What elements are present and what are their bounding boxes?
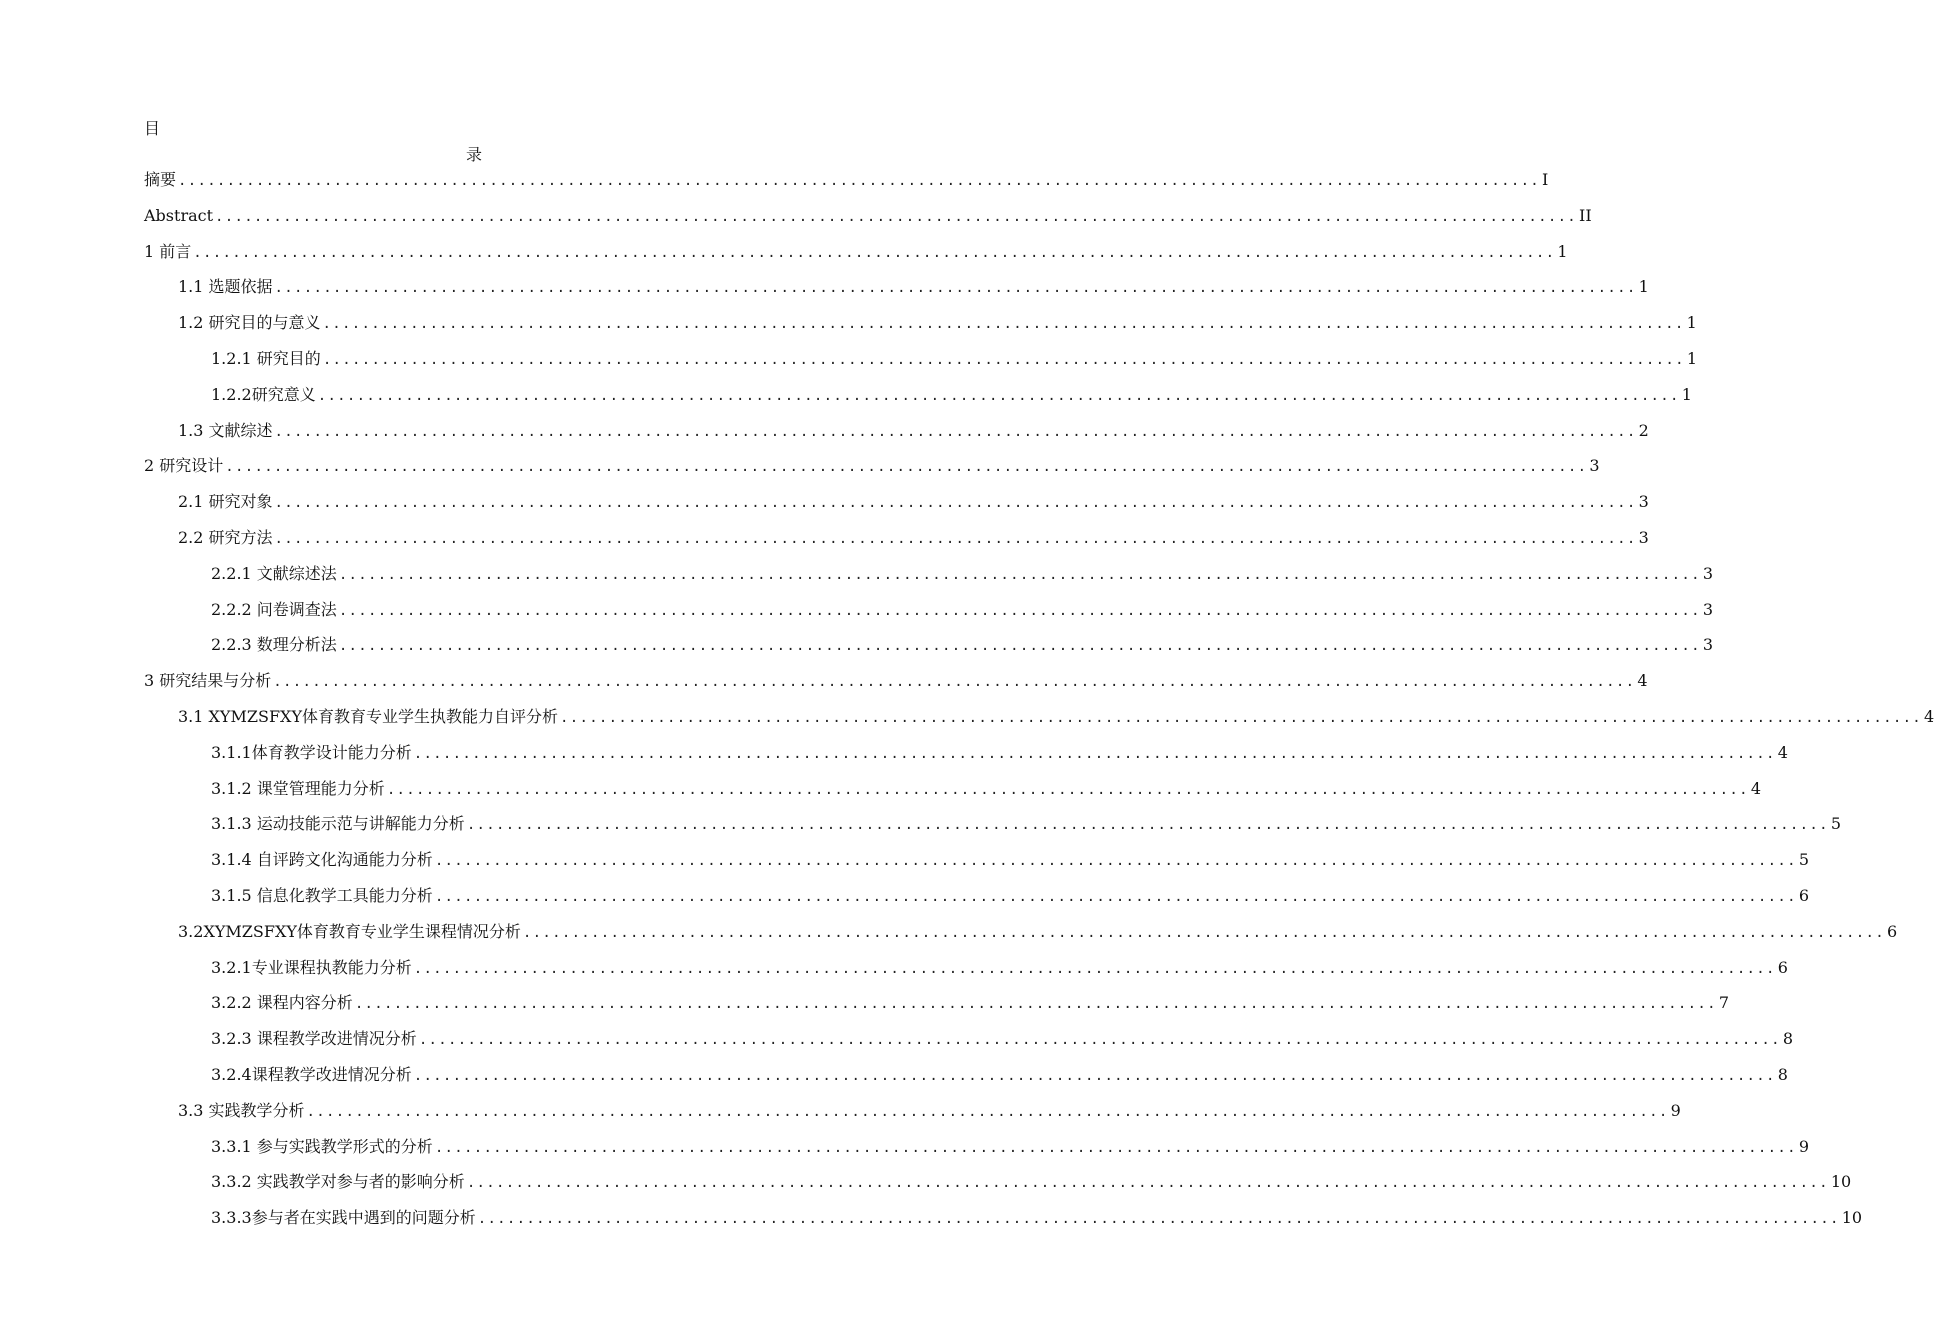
toc-page-number: II [1579,205,1592,225]
toc-entry-title: 3 研究结果与分析 [144,671,272,691]
toc-dot-leader: ............................................................................................................................................ [178,173,1541,189]
toc-dot-leader: ............................................................................................................................................ [274,495,1637,512]
toc-title-second-char: 录 [466,145,483,164]
toc-page-number: 9 [1670,1100,1681,1120]
toc-entry[interactable] [144,1205,1863,1241]
toc-page-number: 6 [1798,885,1810,905]
toc-dot-leader: ............................................................................................................................................ [338,638,1701,655]
toc-page-number: I [1542,170,1549,189]
toc-entry[interactable] [144,847,1810,883]
toc-page-number: 3 [1589,456,1600,476]
toc-entry[interactable] [144,955,1788,991]
toc-entry[interactable] [144,418,1649,454]
toc-page-number: 4 [1637,671,1648,691]
toc-dot-leader: ............................................................................................................................................ [434,888,1797,905]
toc-entry[interactable] [144,1026,1794,1062]
toc-page-number: 10 [1830,1172,1852,1192]
toc-entry-title: 3.3.3参与者在实践中遇到的问题分析 [211,1208,476,1228]
toc-page-number: 4 [1777,742,1788,762]
toc-entry-title: 3.3 实践教学分析 [178,1100,305,1120]
toc-page-number: 6 [1777,957,1788,977]
toc-page-number: 2 [1638,420,1649,440]
toc-page-number: 3 [1702,599,1714,619]
toc-entry[interactable] [144,489,1649,525]
toc-entry-title: 1.1 选题依据 [178,277,273,297]
toc-dot-leader: ............................................................................................................................................ [522,924,1885,941]
toc-entry[interactable] [144,453,1600,489]
toc-entry-title: 3.2.4课程教学改进情况分析 [211,1064,412,1084]
toc-page-number: 1 [1686,348,1698,368]
toc-page-number: 4 [1924,706,1934,726]
toc-page-number: 9 [1798,1136,1810,1156]
toc-entry-title: 2.2.3 数理分析法 [211,635,337,655]
toc-entry-title: 2.2 研究方法 [178,527,273,547]
toc-entry-title: 1.2 研究目的与意义 [178,313,321,333]
toc-dot-leader: ............................................................................................................................................ [386,781,1749,798]
toc-dot-leader: ............................................................................................................................................ [338,566,1701,583]
toc-entry-title: 1 前言 [144,241,192,261]
toc-dot-leader: ............................................................................................................................................ [477,1211,1840,1228]
toc-entry[interactable] [144,561,1714,597]
toc-entry-title: 2 研究设计 [144,456,224,476]
toc-entry-title: 3.1.3 运动技能示范与讲解能力分析 [211,814,465,834]
toc-page-number: 5 [1798,850,1810,870]
toc-entry-title: 3.2.2 课程内容分析 [211,993,353,1013]
toc-entry-title: 2.1 研究对象 [178,492,273,512]
toc-page-number: 8 [1782,1029,1794,1049]
toc-dot-leader: ............................................................................................................................................ [215,208,1578,225]
toc-dot-leader: ............................................................................................................................................ [466,1175,1829,1192]
toc-page-number: 5 [1830,814,1842,834]
toc-entry[interactable] [144,167,1549,203]
toc-page-number: 3 [1702,635,1714,655]
toc-entry[interactable] [144,704,1934,740]
toc-entry-title: 3.2.1专业课程执教能力分析 [211,957,412,977]
toc-dot-leader: ............................................................................................................................................ [193,244,1556,261]
toc-dot-leader: ............................................................................................................................................ [560,709,1923,726]
toc-page-number: 1 [1686,313,1697,333]
toc-entry-title: 3.2XYMZSFXY体育教育专业学生课程情况分析 [178,921,521,941]
toc-entry-title: 3.1.2 课堂管理能力分析 [211,778,385,798]
table-of-contents [144,167,1934,1241]
toc-dot-leader: ............................................................................................................................................ [413,1067,1776,1084]
toc-entry[interactable] [144,310,1697,346]
toc-page-number: 3 [1638,527,1649,547]
toc-entry-title: 3.1.5 信息化教学工具能力分析 [211,885,433,905]
toc-dot-leader: ............................................................................................................................................ [466,817,1829,834]
toc-entry[interactable] [144,346,1698,382]
toc-entry[interactable] [144,239,1568,275]
toc-entry[interactable] [144,203,1592,239]
toc-entry-title: 3.1.1体育教学设计能力分析 [211,742,412,762]
toc-dot-leader: ............................................................................................................................................ [322,316,1685,333]
toc-page-number: 1 [1638,277,1649,297]
toc-entry[interactable] [144,990,1730,1026]
toc-page-number: 6 [1886,921,1898,941]
toc-page-number: 7 [1718,993,1730,1013]
toc-entry[interactable] [144,776,1762,812]
toc-entry[interactable] [144,668,1648,704]
toc-dot-leader: ............................................................................................................................................ [354,996,1717,1013]
toc-entry[interactable] [144,1062,1788,1098]
toc-entry[interactable] [144,597,1714,633]
toc-dot-leader: ............................................................................................................................................ [413,745,1776,762]
toc-dot-leader: ............................................................................................................................................ [418,1032,1781,1049]
toc-page-number: 1 [1557,241,1568,261]
toc-entry-title: 3.1.4 自评跨文化沟通能力分析 [211,850,433,870]
toc-dot-leader: ............................................................................................................................................ [338,602,1701,619]
toc-entry-title: 3.1 XYMZSFXY体育教育专业学生执教能力自评分析 [178,706,559,726]
toc-entry[interactable] [144,632,1714,668]
toc-entry-title: 3.3.1 参与实践教学形式的分析 [211,1136,433,1156]
toc-page-number: 10 [1841,1208,1863,1228]
toc-dot-leader: ............................................................................................................................................ [274,280,1637,297]
toc-entry[interactable] [144,919,1898,955]
toc-entry[interactable] [144,274,1649,310]
toc-entry-title: 3.2.3 课程教学改进情况分析 [211,1029,417,1049]
toc-dot-leader: ............................................................................................................................................ [274,423,1637,440]
toc-page-number: 8 [1777,1064,1788,1084]
toc-title-first-char: 目 [144,119,161,138]
toc-entry-title: 3.3.2 实践教学对参与者的影响分析 [211,1172,465,1192]
toc-entry[interactable] [144,1169,1852,1205]
toc-entry-title: 2.2.2 问卷调查法 [211,599,337,619]
toc-entry-title: 摘要 [144,170,177,189]
toc-dot-leader: ............................................................................................................................................ [225,459,1588,476]
toc-dot-leader: ............................................................................................................................................ [306,1103,1669,1120]
toc-entry-title: 1.2.2研究意义 [211,384,316,404]
toc-dot-leader: ............................................................................................................................................ [413,960,1776,977]
toc-entry-title: 1.2.1 研究目的 [211,348,321,368]
toc-entry[interactable] [144,811,1842,847]
toc-page-number: 1 [1681,384,1692,404]
toc-entry[interactable] [144,883,1810,919]
toc-entry[interactable] [144,525,1649,561]
toc-dot-leader: ............................................................................................................................................ [322,351,1685,368]
toc-page-number: 3 [1702,563,1714,583]
toc-entry[interactable] [144,1098,1681,1134]
toc-entry-title: 2.2.1 文献综述法 [211,563,337,583]
toc-entry-title: Abstract [144,205,214,225]
toc-dot-leader: ............................................................................................................................................ [434,853,1797,870]
toc-entry-title: 1.3 文献综述 [178,420,273,440]
toc-page-number: 3 [1638,492,1649,512]
toc-entry[interactable] [144,740,1788,776]
toc-entry[interactable] [144,1134,1810,1170]
toc-dot-leader: ............................................................................................................................................ [434,1139,1797,1156]
toc-dot-leader: ............................................................................................................................................ [273,674,1636,691]
toc-entry[interactable] [144,382,1692,418]
toc-dot-leader: ............................................................................................................................................ [317,387,1680,404]
toc-dot-leader: ............................................................................................................................................ [274,530,1637,547]
toc-page-number: 4 [1750,778,1762,798]
